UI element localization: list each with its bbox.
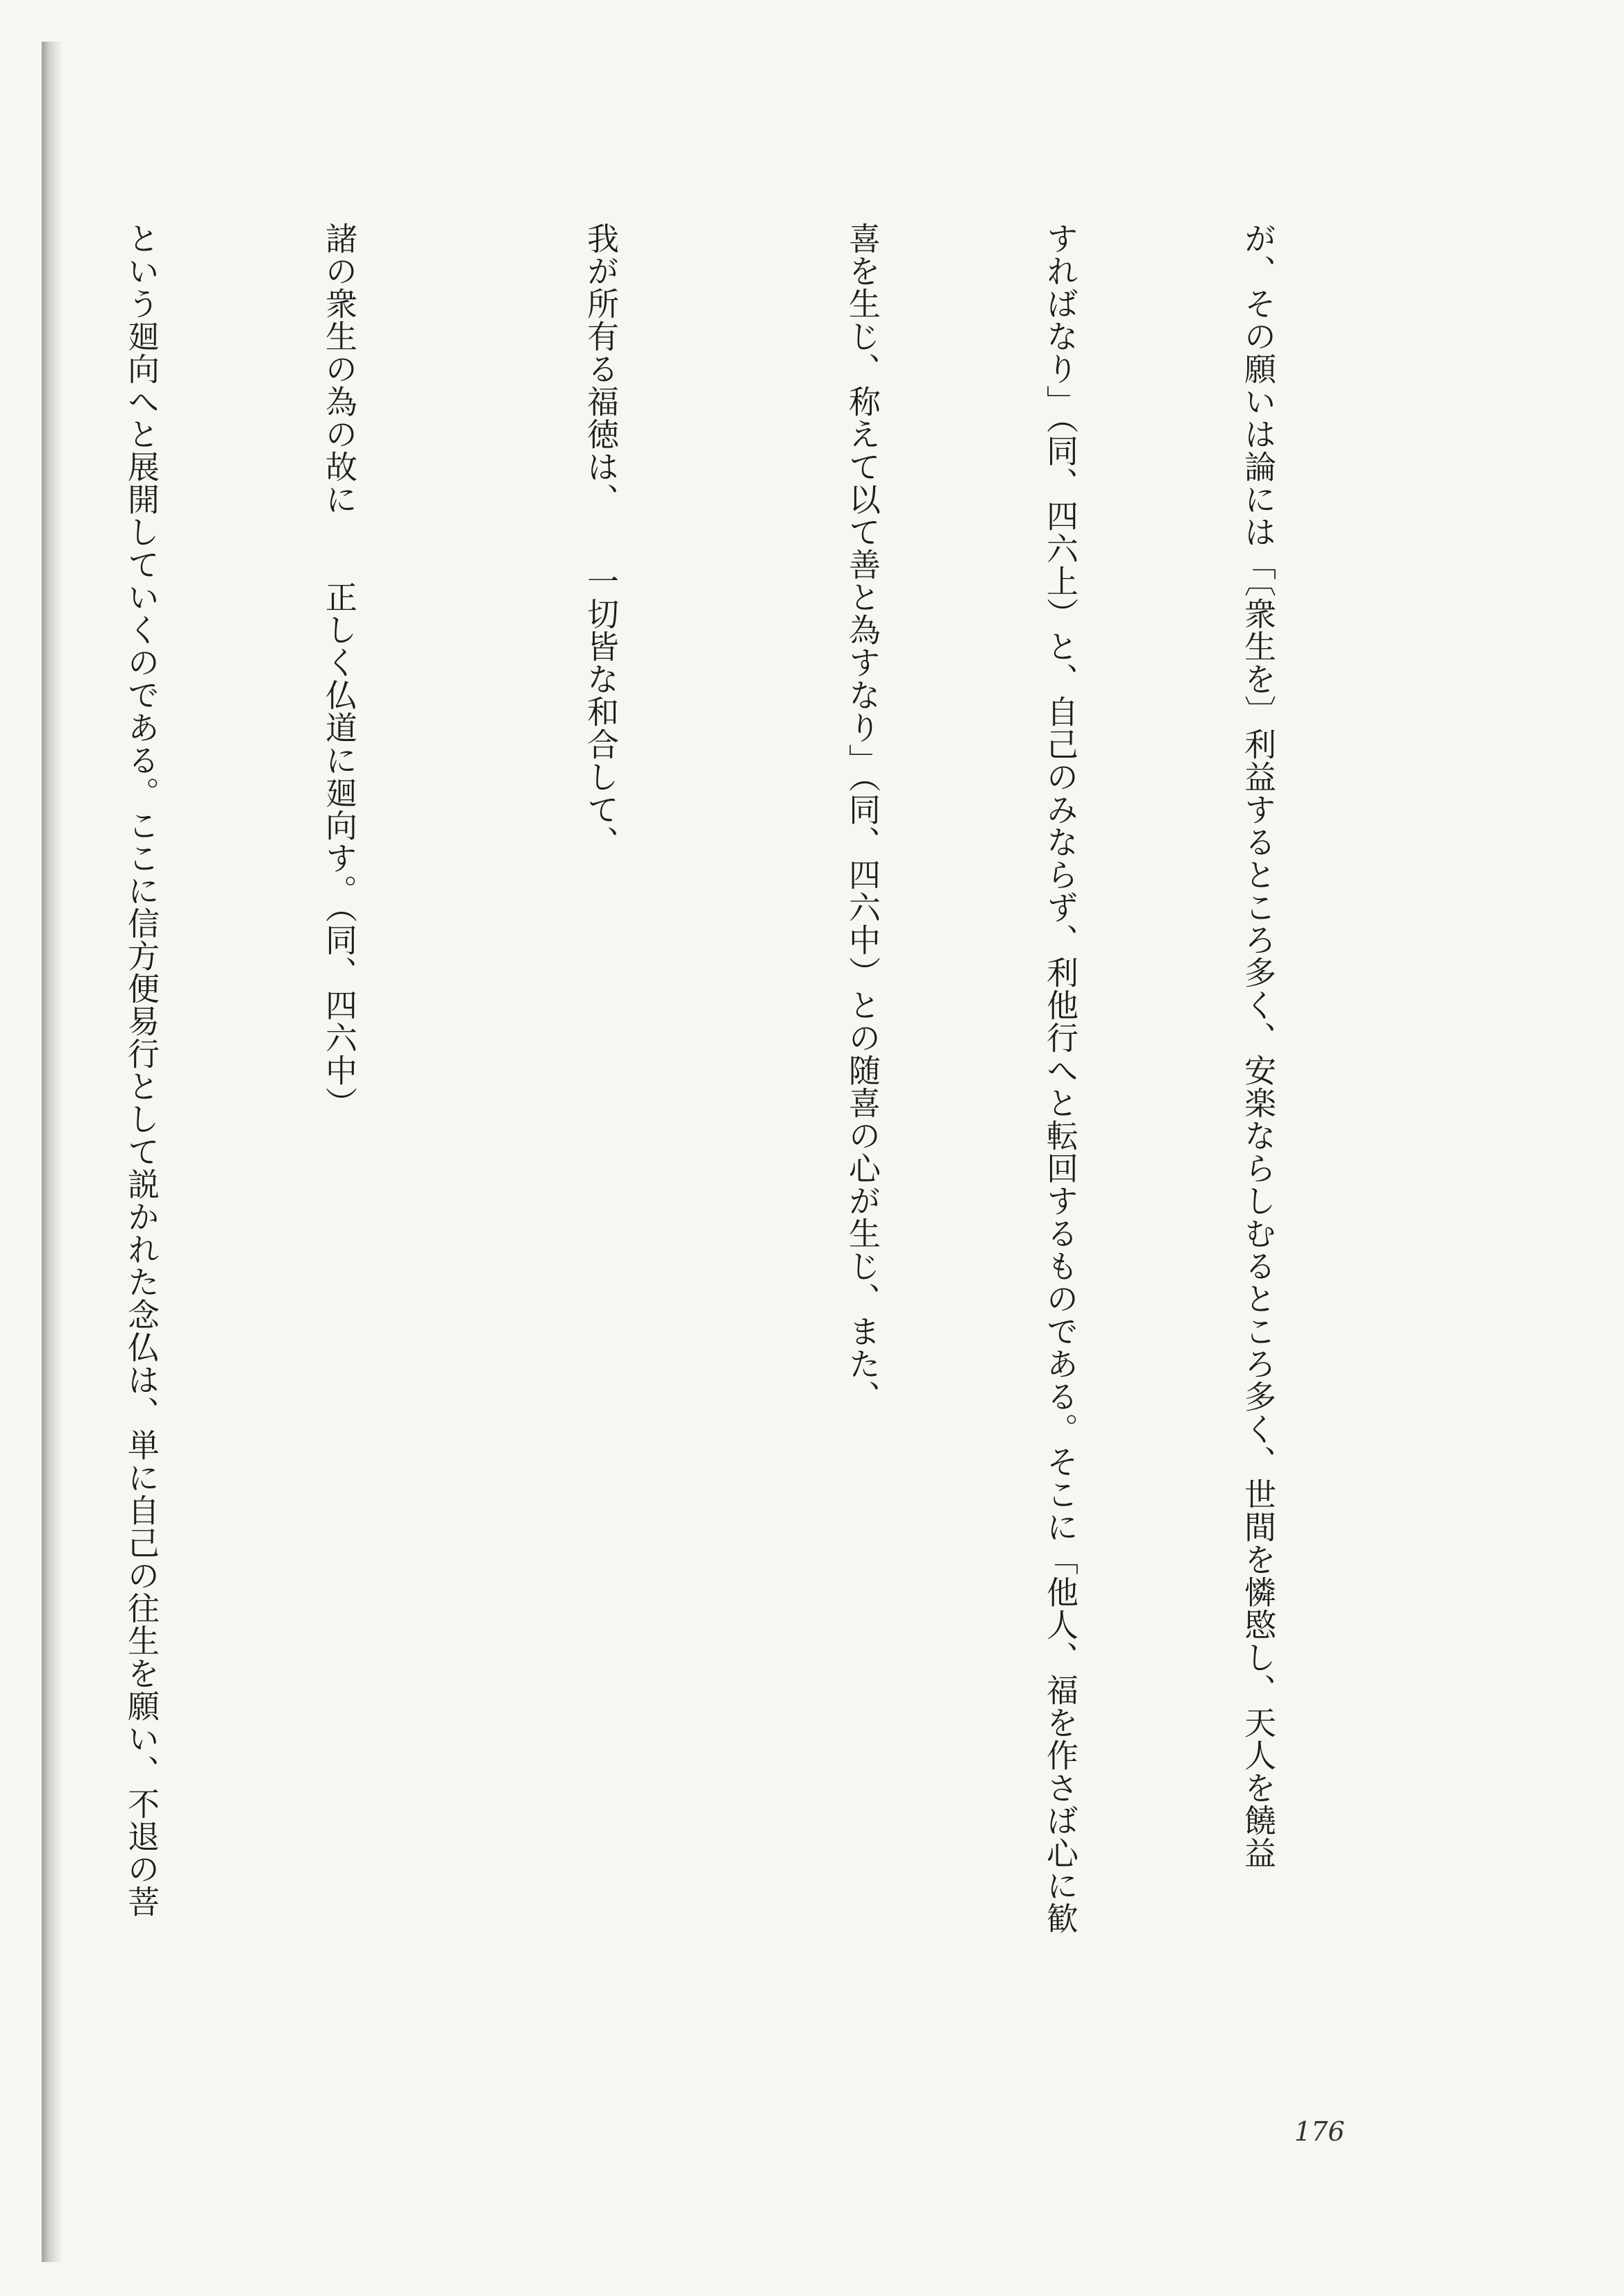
vertical-text-body xyxy=(0,222,1423,2026)
body-line: という廻向へと展開していくのである。ここに信方便易行として説かれた念仏は、単に自己の往生を願い、不退の菩 xyxy=(123,222,160,1918)
body-line: が、その願いは論には「〔衆生を〕利益するところ多く、安楽ならしむるところ多く、世間を憐愍し、天人を饒益 xyxy=(1240,222,1277,1869)
verse-line: 諸の衆生の為の故に 正しく仏道に廻向す。（同、四六中） xyxy=(321,222,358,1119)
body-line: すればなり」（同、四六上）と、自己のみならず、利他行へと転回するものである。そこに「他人、福を作さば心に歓 xyxy=(1042,222,1079,1934)
page-number: 176 xyxy=(1294,2116,1345,2147)
body-line: 喜を生じ、称えて以て善と為すなり」（同、四六中）との随喜の心が生じ、また、 xyxy=(844,222,881,1413)
verse-line: 我が所有る福徳は、 一切皆な和合して、 xyxy=(582,222,620,858)
